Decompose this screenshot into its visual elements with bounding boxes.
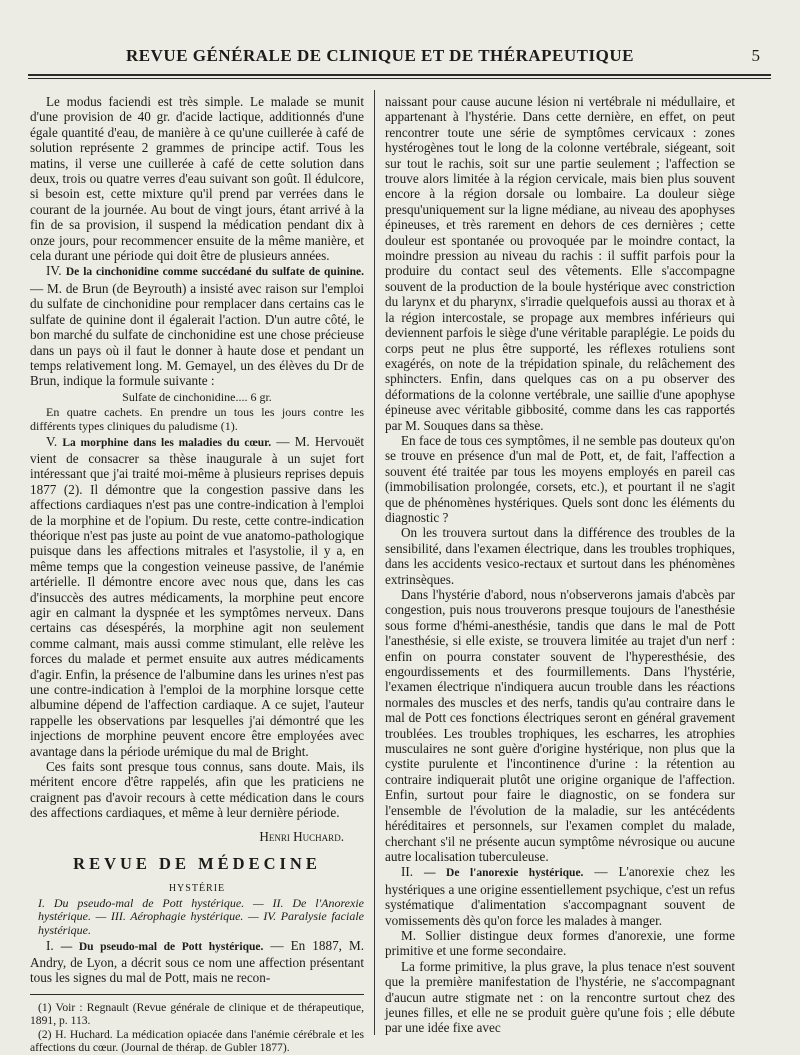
paragraph-iv — [30, 263, 364, 388]
footnote: (2) H. Huchard. La médication opiacée dans l'anémie cérébrale et les affections du cœur. (Journal de thérap. de Gubler 1877). — [30, 1027, 364, 1055]
paragraph-heading: — De l'anorexie hystérique. — [424, 867, 584, 880]
column-divider — [374, 90, 375, 1035]
journal-title: REVUE GÉNÉRALE DE CLINIQUE ET DE THÉRAPEUTIQUE — [126, 46, 634, 65]
section-number: V. — [46, 433, 58, 449]
author-signature: Henri Huchard. — [259, 828, 344, 844]
paragraph: On les trouvera surtout dans la différence des troubles de la sensibilité, dans l'examen électrique, dans les troubles trophiques, dans les accidents vesico-rectaux et surtout dans les phénomènes extrinsèques. — [385, 525, 735, 587]
section-title: REVUE DE MÉDECINE — [73, 854, 321, 874]
formula-note: En quatre cachets. En prendre un tous les jours contre les différents types cliniques du paludisme (1). — [30, 405, 364, 433]
paragraph-i — [30, 938, 364, 986]
page-header — [30, 40, 770, 70]
paragraph-heading: — Du pseudo-mal de Pott hystérique. — [60, 940, 264, 953]
formula: Sulfate de cinchonidine.... 6 gr. — [122, 389, 272, 404]
paragraph: naissant pour cause aucune lésion ni vertébrale ni médullaire, et appartenant à l'hystérie. Dans cette dernière, en effet, on peut rencontrer toute une série de symptômes cervicaux : zones hystérogènes tout le long de la colonne vertébrale, siégeant, soit sur tout le rachis, soit sur une partie seulement ; l'affection se trouve alors limitée à la région cervicale, mais bien plus souvent encore à la région dorsale ou lombaire. La douleur siège presqu'uniquement sur la ligne médiane, au niveau des apophyses épineuses, et très rarement en dehors de ces dernières ; cette douleur est spontanée ou provoquée par le moindre contact, la moindre pression au niveau du rachis : il suffit parfois pour la produire du contact seul des vêtements. Elle s'accompagne souvent de la production de la boule hystérique avec constriction du larynx et du pharynx, s'irradie quelquefois aussi au thorax et à la région intercostale, se propage aux membres inférieurs qui deviennent parfois le siège d'une véritable paraplégie. Le poids du corps peut ne plus être supporté, les réflexes rotuliens sont exagérés, on note de la trépidation spinale, du relâchement des sphincters. Enfin, dans quelques cas on a pu observer des déformations de la colonne vertébrale, une saillie d'une apophyse épineuse avec véritable gibbosité, comme dans les cas rapportés par M. Souques dans sa thèse. — [385, 94, 735, 433]
paragraph-heading: La morphine dans les maladies du cœur. — [62, 436, 272, 449]
section-number: I. — [46, 937, 54, 953]
section-number: IV. — [46, 263, 62, 279]
right-column — [385, 94, 735, 1036]
paragraph: Le modus faciendi est très simple. Le malade se munit d'une provision de 40 gr. d'acide lactique, additionnés d'une égale quantité d'eau, de manière à ce qu'une cuillerée à café de solution représente 2 grammes de principe actif. Tous les matins, il verse une cuillerée à café de cette solution dans deux, trois ou quatre verres d'eau suivant son goût. Il édulcore, si besoin est, cette mixture qu'il prend par verrées dans le courant de la journée. Au bout de vingt jours, étant arrivé à la fin de sa provision, il suspend la médication pendant dix à onze jours, pour recommencer ensuite de la même manière, et cela durant une période qui doit être de plusieurs années. — [30, 94, 364, 264]
paragraph: M. Sollier distingue deux formes d'anorexie, une forme primitive et une forme secondaire. — [385, 927, 735, 959]
paragraph-heading: De la cinchonidine comme succédané du sulfate de quinine. — [65, 266, 364, 279]
paragraph: Dans l'hystérie d'abord, nous n'observerons jamais d'abcès par congestion, puis nous trouverons presque toujours de l'anesthésie sous forme d'hémi-anesthésie, tandis que dans le mal de Pott l'anesthésie, si elle existe, se trouvera limitée au trajet d'un nerf : enfin on pourra constater souvent de l'hyperesthésie, des engourdissements et des fourmillements. Dans l'hystérie, l'examen électrique n'indiquera aucun trouble dans les réactions normales des muscles et des nerfs, tandis qu'au contraire dans le mal de Pott ces fonctions électriques seront en général gravement troublées. Les troubles trophiques, les escharres, les atrophies musculaires ne sont guère d'origine hystérique, non plus que la cystite purulente et l'incontinence d'urine : la rétention au contraire indiquerait plutôt une origine organique de l'affection. Enfin, surtout pour faire le diagnostic, on se fondera sur l'ensemble de l'évolution de la maladie, sur les antécédents héréditaires et personnels, sur l'examen complet du malade, cherchant s'il ne présente aucun symptôme névrosique ou aucune autre localisation tuberculeuse. — [385, 587, 735, 864]
page-number: 5 — [751, 46, 760, 65]
subsection-heading: HYSTÉRIE — [168, 883, 226, 895]
header-rule-thin — [28, 78, 771, 79]
header-rule — [28, 74, 771, 76]
footnotes — [30, 994, 364, 1055]
footnote: (1) Voir : Regnault (Revue générale de clinique et de thérapeutique, 1891, p. 113. — [30, 1000, 364, 1028]
paragraph-text: — L'anorexie chez les hystériques a une origine essentiellement psychique, c'est un refus systématique d'alimentation s'accompagnant souvent de vomissements dès qu'on force les malades à manger. — [385, 864, 735, 928]
table-of-contents: I. Du pseudo-mal de Pott hystérique. — II. De l'Anorexie hystérique. — III. Aérophagie hystérique. — IV. Paralysie faciale hystérique. — [38, 895, 364, 938]
paragraph-text: — En 1887, M. Andry, de Lyon, a décrit sous ce nom une affection présentant tous les signes du mal de Pott, mais ne recon- — [30, 937, 365, 986]
paragraph-ii — [385, 864, 735, 928]
paragraph-text: — M. Hervouët vient de consacrer sa thèse inaugurale à un sujet fort intéressant que j'ai traité moi-même à plusieurs reprises depuis 1877 (2). Il démontre que la congestion passive dans les affections cardiaques n'est pas une contre-indication à l'emploi de la morphine et de l'opium. Du reste, cette contre-indication théorique n'est pas juste au point de vue anatomo-pathologique puisque dans les affections mitrales et l'asystolie, il y a, en même temps que la congestion veineuse passive, de l'anémie artérielle. Il démontre encore avec nous que, dans les cas d'insuccès des autres médicaments, la morphine peut encore agir en calmant la dyspnée et les symptômes nerveux. Dans certains cas désespérés, la morphine agit non seulement comme calmant, mais aussi comme stimulant, elle relève les forces du malade et permet ensuite aux autres médicaments d'agir. Enfin, la présence de l'albumine dans les urines n'est pas une contre-indication à l'emploi de la morphine lorsque cette albumine dépend de l'affection cardiaque. A ce sujet, l'auteur rappelle les observations par lesquelles j'ai démontré que les injections de morphine peuvent encore être employées avec avantage dans la période urémique du mal de Bright. — [30, 433, 364, 759]
section-number: II. — [401, 864, 414, 880]
paragraph-text: — M. de Brun (de Beyrouth) a insisté avec raison sur l'emploi du sulfate de cinchonidine pour remplacer dans certains cas le sulfate de quinine dont il égalerait l'action. D'un autre côté, le bon marché du sulfate de cinchonidine est une chose précieuse dans un pays où il faut le donner à haute dose et pendant un temps relativement long. M. Gemayel, un des élèves du Dr de Brun, indique la formule suivante : — [30, 280, 364, 389]
paragraph: En face de tous ces symptômes, il ne semble pas douteux qu'on se trouve en présence d'un mal de Pott, et, de fait, l'affection a souvent été traitée par tous les moyens employés en pareil cas (immobilisation prolongée, corsets, etc.), et pourtant il ne s'agit que de phénomènes hystériques. Quels sont donc les éléments du diagnostic ? — [385, 432, 735, 525]
paragraph: La forme primitive, la plus grave, la plus tenace n'est souvent que la première manifestation de l'hystérie, ne s'accompagnant d'aucun autre stigmate net : on la rencontre surtout chez des jeunes filles, et elle ne se produit guère qu'une fois ; elle débute par une idée fixe avec — [385, 958, 735, 1036]
paragraph-v — [30, 434, 364, 760]
left-column — [30, 94, 364, 1055]
paragraph: Ces faits sont presque tous connus, sans doute. Mais, ils méritent encore d'être rappelés, afin que les praticiens ne craignent pas d'avoir recours à cette médication dans le cours des affections cardiaques, et même à leur dernière période. — [30, 759, 364, 821]
